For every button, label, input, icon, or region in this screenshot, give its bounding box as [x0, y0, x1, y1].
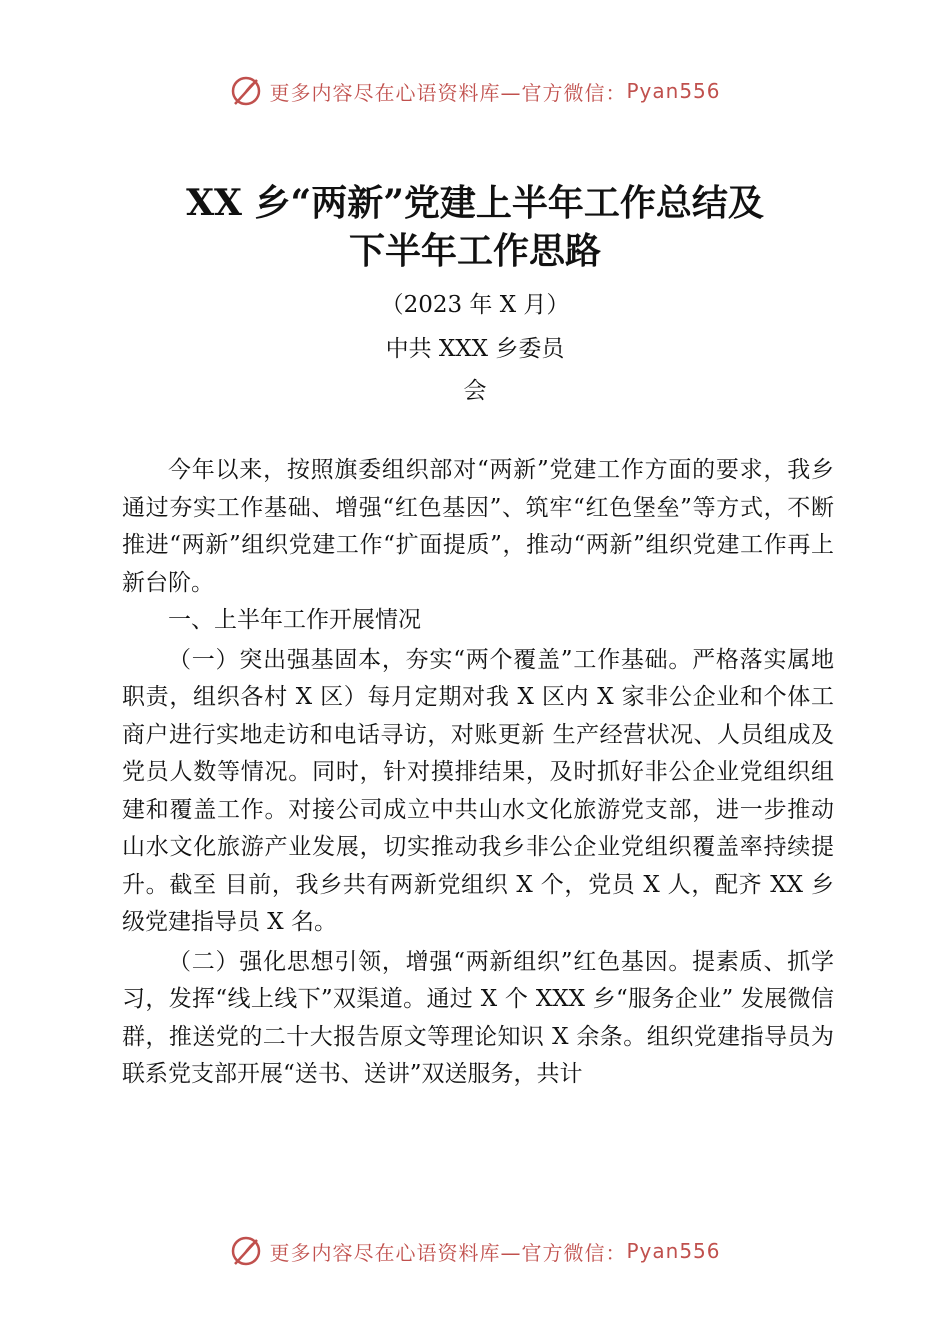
section-heading-1: 一、上半年工作开展情况: [168, 607, 421, 633]
issuing-org-line1: 中共 XXX 乡委员: [385, 336, 565, 362]
quill-logo-icon: [229, 1234, 263, 1268]
watermark-text: 更多内容尽在心语资料库—官方微信：: [269, 1240, 627, 1265]
document-title-line2: 下半年工作思路: [348, 230, 601, 272]
quill-logo-icon: [229, 74, 263, 108]
document-title-line1: XX 乡“两新”党建上半年工作总结及: [186, 182, 764, 224]
watermark-id: Pyan556: [626, 79, 721, 103]
watermark-id: Pyan556: [626, 1239, 721, 1263]
section-paragraph-2: （二）强化思想引领，增强“两新组织”红色基因。提素质、抓学习，发挥“线上线下”双渠道。通过 X 个 XXX 乡“服务企业” 发展微信群，推送党的二十大报告原文等理论知识 X 余条。组织党建指导员为联系党支部开展“送书、送讲”双送服务，共计: [122, 948, 834, 1087]
watermark-top: [0, 74, 950, 108]
document-body: [122, 452, 834, 1094]
document-date: （2023 年 X 月）: [380, 292, 570, 318]
issuing-org-line2: 会: [463, 378, 487, 404]
watermark-text: 更多内容尽在心语资料库—官方微信：: [269, 80, 627, 105]
intro-paragraph: 今年以来，按照旗委组织部对“两新”党建工作方面的要求，我乡通过夯实工作基础、增强“红色基因”、筑牢“红色堡垒”等方式，不断推进“两新”组织党建工作“扩面提质”，推动“两新”组织党建工作再上新台阶。: [122, 457, 834, 596]
section-paragraph-1: （一）突出强基固本，夯实“两个覆盖”工作基础。严格落实属地职责，组织各村 X 区）每月定期对我 X 区内 X 家非公企业和个体工商户进行实地走访和电话寻访，对账更新 生产经营状况、人员组成及党员人数等情况。同时，针对摸排结果，及时抓好非公企业党组织组建和覆盖工作。对接公司成立中共山水文化旅游党支部，进一步推动山水文化旅游产业发展，切实推动我乡非公企业党组织覆盖率持续提升。截至 目前，我乡共有两新党组织 X 个，党员 X 人，配齐 XX 乡级党建指导员 X 名。: [122, 646, 834, 935]
watermark-bottom: [0, 1234, 950, 1268]
